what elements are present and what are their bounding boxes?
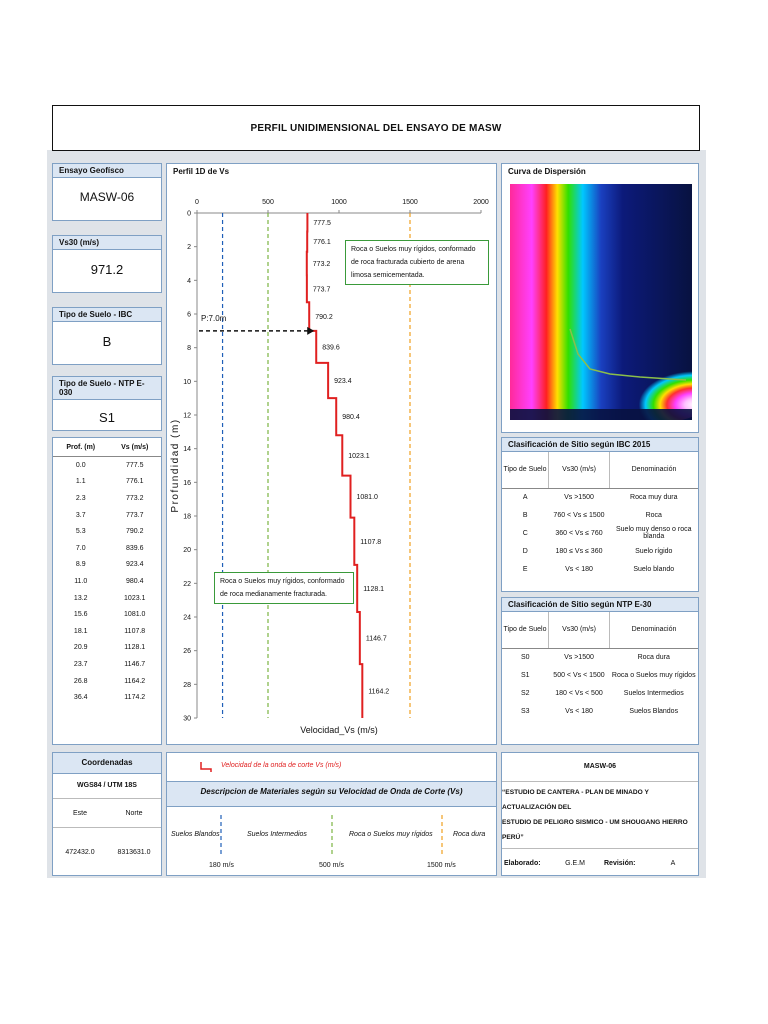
revision-value: A	[670, 859, 676, 867]
vtab-cell: 7.0	[75, 544, 86, 552]
vtab-cell: 3.7	[75, 511, 86, 519]
ibc-row	[502, 488, 698, 506]
ntp-cell: S0	[520, 653, 530, 661]
ibc-cell: D	[522, 547, 528, 555]
vtab-cell: 1023.1	[124, 594, 146, 602]
vtab-row	[53, 623, 161, 640]
note2-line-2: de roca medianamente fracturada.	[220, 591, 328, 598]
ntpe30-col-tipo: Tipo de Suelo	[502, 612, 549, 648]
y-tick-label: 14	[183, 446, 191, 454]
x-tick-label: 1500	[402, 199, 418, 206]
ntp-cell: Suelos Blandos	[629, 707, 679, 715]
ntp-cell: Roca dura	[637, 653, 670, 661]
vtab-cell: 923.4	[125, 561, 144, 569]
y-tick-label: 2	[187, 244, 191, 252]
cat-roca-suelos-rigidos: Roca o Suelos muy rígidos	[349, 831, 433, 838]
vtab-row	[53, 557, 161, 574]
ibc2015-header: Clasificación de Sitio según IBC 2015	[502, 438, 698, 452]
vtab-row	[53, 656, 161, 673]
ibc-cell: A	[522, 493, 528, 501]
vtab-row	[53, 689, 161, 706]
vtab-cell: 2.3	[75, 494, 86, 502]
legend-line-label: Velocidad de la onda de corte Vs (m/s)	[221, 762, 342, 769]
speed-1500: 1500 m/s	[427, 862, 456, 869]
ntp-cell: Roca o Suelos muy rígidos	[611, 671, 696, 679]
ibc2015-col-denominacion: Denominación	[610, 452, 699, 488]
ibc-cell: Vs < 180	[565, 565, 593, 573]
vtab-cell: 11.0	[74, 577, 88, 585]
vs-data-label: 1164.2	[368, 688, 390, 696]
ntp-row	[502, 666, 698, 684]
y-tick-label: 4	[187, 277, 191, 285]
ntp-cell: 500 < Vs < 1500	[553, 671, 605, 679]
ibc2015-col-tipo: Tipo de Suelo	[502, 452, 549, 488]
col-prof: Prof. (m)	[53, 438, 108, 457]
y-tick-label: 0	[187, 210, 191, 218]
vtab-cell: 1107.8	[124, 627, 146, 635]
coords-panel	[52, 752, 162, 876]
material-note-2	[214, 572, 354, 604]
page-title: PERFIL UNIDIMENSIONAL DEL ENSAYO DE MASW	[52, 105, 700, 151]
velocity-table	[53, 438, 161, 706]
vs-data-label: 1023.1	[348, 452, 370, 460]
ibc-cell: Suelo rígido	[635, 547, 673, 555]
note1-line-3: limosa semicementada.	[351, 272, 425, 279]
dispersion-header: Curva de Dispersión	[508, 167, 586, 176]
vtab-row	[53, 606, 161, 623]
vtab-cell: 18.1	[73, 627, 88, 635]
y-tick-label: 12	[183, 412, 191, 420]
ntp-row	[502, 702, 698, 720]
ntp-cell: Vs < 180	[565, 707, 593, 715]
vtab-cell: 1146.7	[124, 660, 146, 668]
y-tick-label: 24	[183, 614, 191, 622]
legend-desc-header: Descripcion de Materiales según su Velocidad de Onda de Corte (Vs)	[167, 782, 496, 807]
este-label: Este	[72, 809, 87, 817]
ntp-cell: S1	[520, 671, 530, 679]
vtab-row	[53, 590, 161, 607]
vtab-cell: 8.9	[75, 561, 86, 569]
info-header: MASW-06	[502, 753, 698, 782]
vs-data-label: 839.6	[322, 344, 340, 352]
este-value: 472432.0	[65, 848, 95, 856]
ntp-panel	[52, 376, 162, 431]
vs30-panel	[52, 235, 162, 293]
note1-line-2: de roca fracturada cubierto de arena	[351, 259, 465, 266]
coords-system: WGS84 / UTM 18S	[53, 774, 161, 799]
vtab-cell: 790.2	[125, 528, 144, 536]
vtab-cell: 839.6	[125, 544, 144, 552]
ntp-cell: Vs >1500	[564, 653, 594, 661]
legend-line-icon	[199, 761, 213, 773]
vtab-cell: 0.0	[75, 461, 86, 469]
vtab-cell: 20.9	[73, 644, 88, 652]
vs-data-label: 790.2	[315, 314, 333, 322]
ibc-label: Tipo de Suelo - IBC	[53, 308, 161, 322]
vtab-cell: 15.6	[73, 611, 88, 619]
x-tick-label: 0	[195, 199, 199, 206]
vtab-cell: 5.3	[75, 528, 86, 536]
vs-data-label: 1146.7	[365, 635, 387, 643]
ntp-row	[502, 684, 698, 702]
elaborado-value: G.E.M	[565, 859, 585, 867]
vtab-cell: 26.8	[73, 677, 88, 685]
vs-data-label: 776.1	[313, 239, 331, 247]
cat-suelos-blandos: Suelos Blandos	[171, 831, 220, 838]
vtab-row	[53, 457, 161, 474]
ibc-cell: B	[522, 511, 528, 519]
ntpe30-panel	[501, 597, 699, 745]
vtab-cell: 980.4	[125, 577, 144, 585]
vtab-cell: 23.7	[73, 660, 88, 668]
vtab-row	[53, 640, 161, 657]
ibc-row	[502, 506, 698, 524]
vtab-cell: 1.1	[75, 478, 86, 486]
vs-data-label: 773.7	[312, 286, 331, 294]
vtab-cell: 773.7	[125, 511, 144, 519]
y-tick-label: 10	[183, 378, 191, 386]
vs-data-label: 1081.0	[356, 494, 378, 502]
ibc-cell: Suelo muy denso o roca blanda	[616, 526, 692, 540]
dispersion-image	[510, 184, 692, 420]
vtab-row	[53, 540, 161, 557]
ensayo-panel	[52, 163, 162, 221]
x-tick-label: 2000	[473, 199, 489, 206]
y-tick-label: 26	[183, 648, 191, 656]
marker-label: P:7.0m	[201, 313, 227, 323]
ibc-cell: Suelo blando	[633, 565, 675, 573]
material-note-1	[345, 240, 489, 285]
cat-suelos-intermedios: Suelos Intermedios	[247, 831, 307, 838]
y-axis-title: Profundidad (m)	[170, 418, 181, 513]
vtab-cell: 13.2	[73, 594, 88, 602]
vs-data-label: 773.2	[312, 261, 331, 268]
speed-500: 500 m/s	[319, 862, 344, 869]
note1-line-1: Roca o Suelos muy rígidos, conformado	[351, 246, 476, 253]
coords-header: Coordenadas	[53, 753, 161, 774]
vtab-cell: 777.5	[125, 461, 144, 469]
note2-line-1: Roca o Suelos muy rígidos, conformado	[220, 578, 345, 585]
vtab-cell: 773.2	[125, 494, 144, 502]
ibc-cell: Vs >1500	[564, 493, 594, 501]
ntpe30-header: Clasificación de Sitio según NTP E-30	[502, 598, 698, 612]
ntpe30-col-vs30: Vs30 (m/s)	[549, 612, 610, 648]
ntp-label: Tipo de Suelo - NTP E-030	[53, 377, 161, 400]
ibc-cell: 180 ≤ Vs ≤ 360	[555, 547, 603, 555]
ensayo-value: MASW-06	[79, 190, 135, 204]
vtab-cell: 1164.2	[124, 677, 146, 685]
vtab-cell: 1081.0	[124, 611, 146, 619]
ibc-cell: 360 < Vs ≤ 760	[555, 529, 603, 537]
ibc-cell: 760 < Vs ≤ 1500	[553, 511, 605, 519]
ibc-cell: Roca	[645, 511, 662, 519]
info-panel	[501, 752, 699, 876]
ibc2015-panel	[501, 437, 699, 592]
vtab-row	[53, 474, 161, 491]
ibc-panel	[52, 307, 162, 365]
study-line-2: ESTUDIO DE PELIGRO SISMICO - UM SHOUGANG HIERRO PERÚ”	[502, 819, 688, 841]
ntp-value: S1	[99, 410, 115, 425]
ntp-cell: S2	[520, 689, 530, 697]
ntpe30-table	[502, 612, 698, 720]
y-tick-label: 28	[183, 681, 191, 689]
vs-data-label: 923.4	[334, 377, 352, 385]
ibc-cell: C	[522, 529, 528, 537]
vs-data-label: 1128.1	[363, 585, 385, 593]
ntpe30-col-denominacion: Denominación	[610, 612, 699, 648]
y-tick-label: 16	[183, 479, 191, 487]
profile-header: Perfil 1D de Vs	[173, 167, 230, 176]
ibc2015-col-vs30: Vs30 (m/s)	[549, 452, 610, 488]
vs-data-label: 1107.8	[360, 538, 382, 546]
vtab-row	[53, 490, 161, 507]
y-tick-label: 30	[183, 715, 191, 723]
col-vs: Vs (m/s)	[108, 438, 161, 457]
study-line-1: “ESTUDIO DE CANTERA - PLAN DE MINADO Y ACTUALIZACIÓN DEL	[502, 789, 649, 811]
y-tick-label: 22	[183, 580, 191, 588]
vtab-cell: 1128.1	[124, 644, 146, 652]
ibc2015-table	[502, 452, 698, 578]
vs30-label: Vs30 (m/s)	[53, 236, 161, 250]
velocity-table-panel	[52, 437, 162, 745]
elaborado-label: Elaborado:	[504, 859, 541, 867]
legend-ref-lines	[167, 815, 498, 855]
vs30-value: 971.2	[90, 261, 124, 277]
vtab-row	[53, 573, 161, 590]
vtab-row	[53, 523, 161, 540]
ntp-row	[502, 648, 698, 666]
vtab-row	[53, 673, 161, 690]
y-tick-label: 18	[183, 513, 191, 521]
ntp-cell: S3	[520, 707, 530, 715]
legend-panel	[166, 752, 497, 876]
ntp-cell: 180 < Vs < 500	[555, 689, 603, 697]
vtab-cell: 776.1	[125, 478, 144, 486]
ibc-cell: Roca muy dura	[630, 493, 678, 501]
ntp-cell: Suelos Intermedios	[623, 689, 684, 697]
speed-180: 180 m/s	[209, 862, 234, 869]
x-tick-label: 1000	[331, 199, 347, 206]
x-axis-title: Velocidad_Vs (m/s)	[300, 725, 378, 735]
vtab-row	[53, 507, 161, 524]
y-tick-label: 8	[187, 345, 191, 353]
x-tick-label: 500	[262, 199, 274, 206]
marker-arrow-head	[307, 327, 314, 335]
revision-label: Revisión:	[604, 859, 636, 867]
ibc-row	[502, 560, 698, 578]
ibc-row	[502, 524, 698, 542]
y-tick-label: 6	[187, 311, 191, 319]
ibc-value: B	[102, 333, 112, 349]
cat-roca-dura: Roca dura	[453, 831, 486, 838]
norte-value: 8313631.0	[117, 848, 151, 856]
vtab-cell: 1174.2	[124, 694, 146, 702]
y-tick-label: 20	[183, 547, 191, 555]
ensayo-label: Ensayo Geofísco	[53, 164, 161, 178]
vs-data-label: 980.4	[342, 414, 360, 422]
norte-label: Norte	[125, 809, 143, 817]
vtab-cell: 36.4	[73, 694, 88, 702]
ibc-row	[502, 542, 698, 560]
vs-data-label: 777.5	[313, 219, 331, 227]
ibc-cell: E	[522, 565, 528, 573]
